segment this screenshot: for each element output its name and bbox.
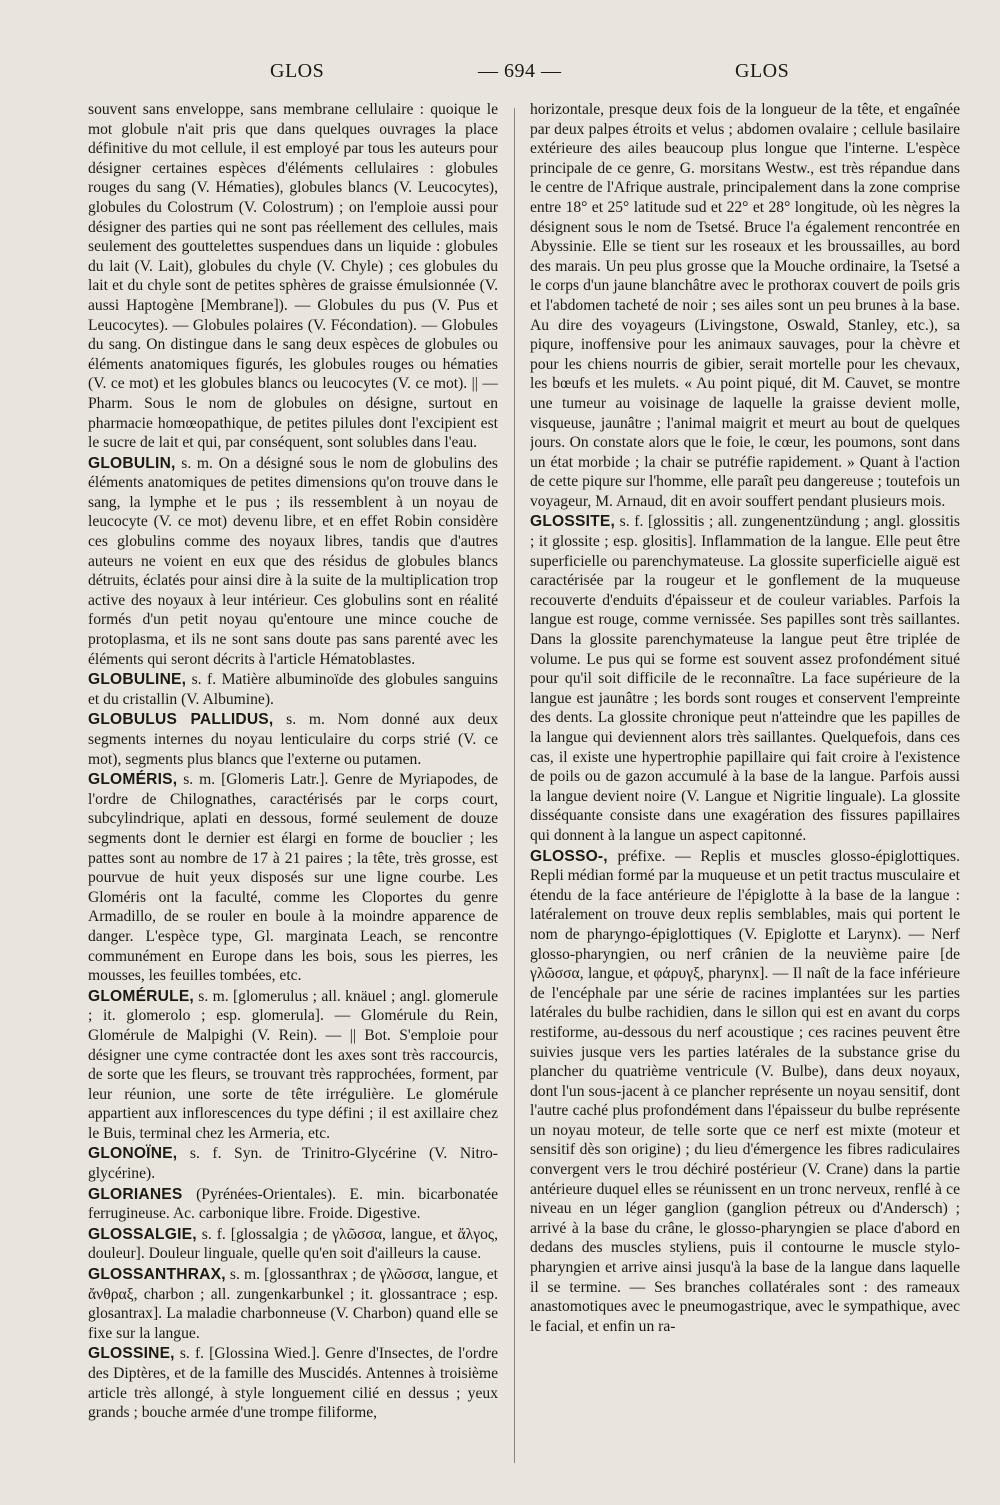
headword: GLOSSANTHRAX, xyxy=(88,1266,226,1284)
headword: GLORIANES xyxy=(88,1185,183,1203)
headword: GLOBULINE, xyxy=(88,671,187,689)
headword: GLOSSO-, xyxy=(530,847,608,865)
entry-globuline: GLOBULINE, s. f. Matière albuminoïde des globules sanguins et du cristallin (V. Albumine). xyxy=(88,671,498,708)
headword: GLOSSINE, xyxy=(88,1345,175,1363)
entry-globulin: GLOBULIN, s. m. On a désigné sous le nom de globulins des éléments anatomiques de petites dimensions qu'on trouve dans le sang, la lymphe et le pus ; ils ressemblent à un noyau de leucocyte (V. ce mot) devenu libre, et en effet Robin considère ces globulins comme des noyaux libres, tandis que d'autres auteurs ne voient en eux que des résidus de globules blancs détruits, éclatés pour ainsi dire à la suite de la multiplication trop active des noyaux à leur intérieur. Ces globulins sont en réalité formés d'un petit noyau qu'entoure une mince couche de protoplasma, et ils ne sont sans doute pas sans parenté avec les éléments qui seront décrits à l'article Hématoblastes. xyxy=(88,454,498,668)
left-column xyxy=(88,100,498,1490)
entry-glomeris: GLOMÉRIS, s. m. [Glomeris Latr.]. Genre de Myriapodes, de l'ordre de Chilognathes, caractérisés par le corps court, subcylindrique, aplati en dessous, formé seulement de douze segments dont le dernier est élargi en forme de bouclier ; les pattes sont au nombre de 17 à 21 paires ; la tête, très grosse, est pourvue de huit yeux disposés sur une ligne courbe. Les Gloméris ont la faculté, comme les Cloportes du genre Armadillo, de se rouler en boule à la moindre apparence de danger. L'espèce type, Gl. marginata Leach, se rencontre communément en Europe dans les bois, sous les pierres, les mousses, les feuilles tombées, etc. xyxy=(88,771,498,985)
entry-glossalgie: GLOSSALGIE, s. f. [glossalgia ; de γλῶσσα, langue, et ἄλγος, douleur]. Douleur linguale, quelle qu'en soit d'ailleurs la cause. xyxy=(88,1225,498,1263)
headword: GLOMÉRIS, xyxy=(88,771,178,789)
headword: GLOSSITE, xyxy=(530,513,615,531)
entry-glorianes: GLORIANES (Pyrénées-Orientales). E. min. bicarbonatée ferrugineuse. Ac. carbonique libre. Froide. Digestive. xyxy=(88,1185,498,1223)
headword: GLOSSALGIE, xyxy=(88,1225,197,1243)
column-divider xyxy=(514,108,515,1463)
continued-paragraph: souvent sans enveloppe, sans membrane cellulaire : quoique le mot globule n'ait pris que dans quelques ouvrages la place définitive du mot cellule, il est employé par tous les auteurs pour désigner certaines espèces d'éléments cellulaires : globules rouges du sang (V. Hématies), globules blancs (V. Leucocytes), globules du Colostrum (V. Colostrum) ; on l'emploie aussi pour désigner des parties qui ne sont pas réellement des cellules, mais seulement des gouttelettes suspendues dans un liquide : globules du lait (V. Lait), globules du chyle (V. Chyle) ; ces globules du lait et du chyle sont de petites sphères de graisse émulsionnée (V. aussi Haptogène [Membrane]). — Globules du pus (V. Pus et Leucocytes). — Globules polaires (V. Fécondation). — Globules du sang. On distingue dans le sang deux espèces de globules ou éléments anatomiques figurés, les globules rouges ou hématies (V. ce mot) et les globules blancs ou leucocytes (V. ce mot). || — Pharm. Sous le nom de globules on désigne, surtout en pharmacie homœopathique, de petites pilules dont l'excipient est le sucre de lait et qui, par conséquent, sont solubles dans l'eau. xyxy=(88,101,498,452)
entry-globulus-pallidus: GLOBULUS PALLIDUS, s. m. Nom donné aux deux segments internes du noyau lenticulaire du corps strié (V. ce mot), segments plus blancs que l'externe ou putamen. xyxy=(88,711,498,768)
entry-glossanthrax: GLOSSANTHRAX, s. m. [glossanthrax ; de γλῶσσα, langue, et ἄνθραξ, charbon ; all. zungenkarbunkel ; it. glossantrace ; esp. glosantrax]. La maladie charbonneuse (V. Charbon) quand elle se fixe sur la langue. xyxy=(88,1266,498,1342)
entry-glosso: GLOSSO-, préfixe. — Replis et muscles glosso-épiglottiques. Repli médian formé par la muqueuse et un petit tractus musculaire et étendu de la face antérieure de l'épiglotte à la base de la langue : latéralement on trouve deux replis semblables, mais qui portent le nom de pharyngo-épiglottiques (V. Epiglotte et Larynx). — Nerf glosso-pharyngien, ou nerf crânien de la neuvième paire [de γλῶσσα, langue, et φάρυγξ, pharynx]. — Il naît de la face inférieure de l'encéphale par une série de racines implantées sur les parties latérales du bulbe rachidien, dans le sillon qui est en avant du corps restiforme, au-dessous du nerf acoustique ; ces racines peuvent être suivies jusque vers les parties latérales de la substance grise du plancher du quatrième ventricule (V. Bulbe), dans deux noyaux, dont l'un sous-jacent à ce plancher représente un noyau sensitif, dont l'autre caché plus profondément dans l'épaisseur du bulbe représente un noyau moteur, de telle sorte que ce nerf est mixte (moteur et sensitif dès son origine) ; du lieu d'émergence les fibres radiculaires convergent vers le trou déchiré postérieur (V. Crane) dans la partie antérieure duquel elles se réunissent en un tronc nerveux, renflé à ce niveau en un léger ganglion (ganglion pétreux ou d'Andersch) ; arrivé à la base du crâne, le glosso-pharyngien se place d'abord en dedans des muscles styliens, puis il contourne le muscle stylo-pharyngien et arrive ainsi jusqu'à la base de la langue dans laquelle il se termine. — Ses branches collatérales sont : des rameaux anastomotiques avec le pneumogastrique, avec le sympathique, avec le facial, et enfin un ra- xyxy=(530,847,960,1335)
entry-glonoine: GLONOÏNE, s. f. Syn. de Trinitro-Glycérine (V. Nitro-glycérine). xyxy=(88,1145,498,1183)
header-right-word: GLOS xyxy=(735,60,790,82)
headword: GLONOÏNE, xyxy=(88,1145,178,1163)
headword: GLOMÉRULE, xyxy=(88,987,194,1005)
entry-glossite: GLOSSITE, s. f. [glossitis ; all. zungenentzündung ; angl. glossitis ; it glossite ; esp. glositis]. Inflammation de la langue. Elle peut être superficielle ou parenchymateuse. La glossite superficielle aiguë est caractérisée par la rougeur et le gonflement de la muqueuse recouverte d'enduits d'épaisseur et de couleur variables. Parfois la langue est rouge, comme vernissée. Ses papilles sont très saillantes. Dans la glossite parenchymateuse la langue peut être triplée de volume. Le pus qui se forme est souvent assez profondément situé pour qu'il soit difficile de le reconnaître. La face supérieure de la langue est jaunâtre ; les bords sont rouges et conservent l'empreinte des dents. La glossite chronique peut n'atteindre que les papilles de la langue qui deviennent alors très saillantes. Quelquefois, dans ces cas, il existe une hypertrophie papillaire qui fait croire à l'existence de poils ou de gazon accumulé à la base de la langue. Parfois aussi la langue devient noire (V. Langue et Nigritie linguale). La glossite disséquante consiste dans une exagération des fissures papillaires qui donnent à la langue un aspect capitonné. xyxy=(530,513,960,844)
page-number: — 694 — xyxy=(478,60,562,82)
headword: GLOBULUS PALLIDUS, xyxy=(88,711,274,729)
header-left-word: GLOS xyxy=(270,60,325,82)
right-column xyxy=(530,100,960,1490)
running-header xyxy=(0,60,1000,96)
continued-paragraph: horizontale, presque deux fois de la longueur de la tête, et engaînée par deux palpes étroits et velus ; abdomen ovalaire ; cellule basilaire extérieure des ailes beaucoup plus longue que l'interne. L'espèce principale de ce genre, G. morsitans Westw., est très répandue dans le centre de l'Afrique australe, principalement dans la zone comprise entre 18° et 25° latitude sud et 22° et 28° longitude, où les nègres la désignent sous le nom de Tsetsé. Bruce l'a également rencontrée en Abyssinie. Elle se tient sur les roseaux et les broussailles, au bord des marais. Un peu plus grosse que la Mouche ordinaire, la Tsetsé a le corps d'un jaune blanchâtre avec le prothorax couvert de poils gris et l'abdomen tacheté de noir ; ses ailes sont un peu brunes à la base. Au dire des voyageurs (Livingstone, Oswald, Stanley, etc.), sa piqure, inoffensive pour les animaux sauvages, pour la chèvre et pour les chiens nourris de gibier, serait mortelle pour les chevaux, les bœufs et les mulets. « Au point piqué, dit M. Cauvet, se montre une tumeur au voisinage de laquelle la graisse devient molle, visqueuse, jaunâtre ; l'animal maigrit et meurt au bout de quelques jours. On constate alors que le foie, le cœur, les poumons, sont dans un état morbide ; la chair se putréfie rapidement. » Quant à l'action de cette piqure sur l'homme, elle paraît peu dangereuse ; toutefois un voyageur, M. Arnaud, dit en avoir souffert pendant plusieurs mois. xyxy=(530,101,960,510)
entry-glomerule: GLOMÉRULE, s. m. [glomerulus ; all. knäuel ; angl. glomerule ; it. glomerolo ; esp. glomerula]. — Glomérule du Rein, Glomérule de Malpighi (V. Rein). — || Bot. S'emploie pour désigner une cyme contractée dont les axes sont très raccourcis, de sorte que les fleurs, se trouvant très rapprochées, forment, par leur réunion, une sorte de tête irrégulière. Le glomérule appartient aux inflorescences du type défini ; il est axillaire chez le Buis, terminal chez les Armeria, etc. xyxy=(88,987,498,1142)
entry-glossine: GLOSSINE, s. f. [Glossina Wied.]. Genre d'Insectes, de l'ordre des Diptères, et de la famille des Muscidés. Antennes à troisième article très allongé, à style longuement cilié en dessus ; yeux grands ; bouche armée d'une trompe filiforme, xyxy=(88,1345,498,1422)
headword: GLOBULIN, xyxy=(88,454,176,472)
